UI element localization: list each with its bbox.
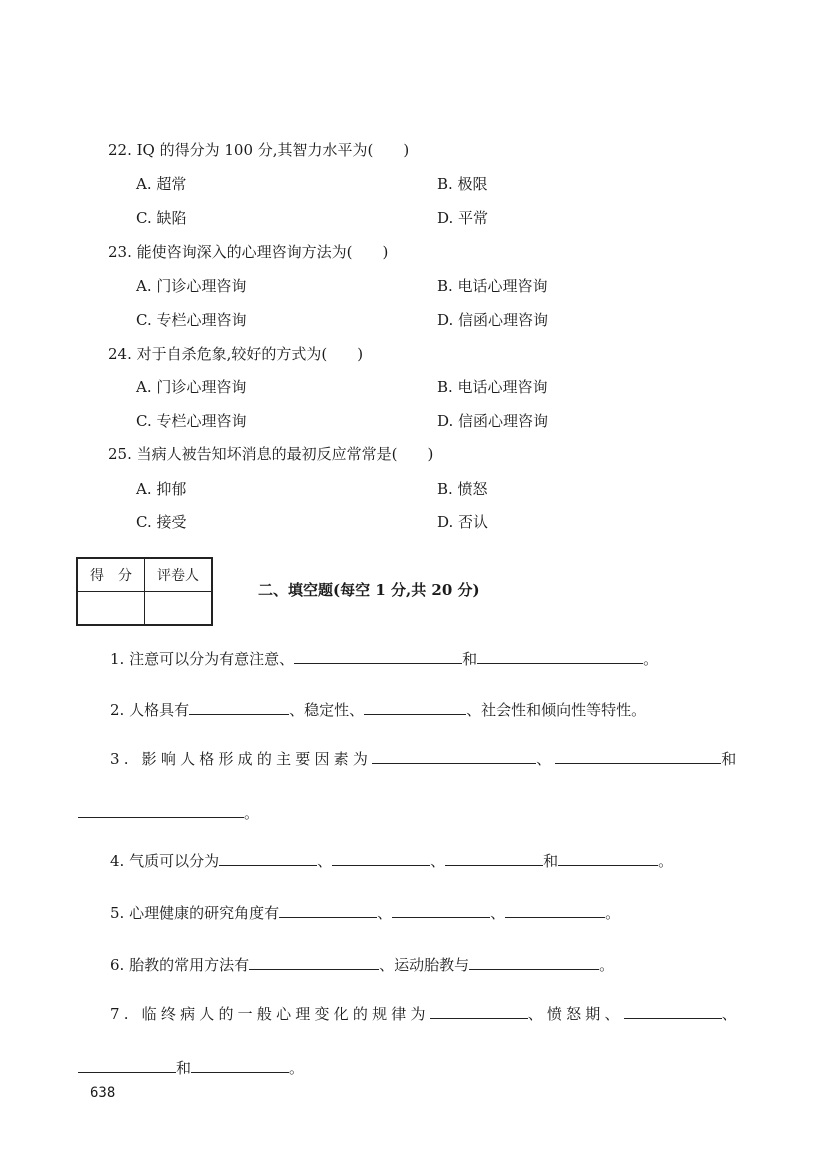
fill-5-text-d: 。 bbox=[605, 904, 621, 922]
answer-blank[interactable] bbox=[392, 903, 490, 918]
question-22-option-c: C. 缺陷 bbox=[136, 209, 187, 227]
fill-7-text-d: 和 bbox=[176, 1059, 192, 1077]
fill-2-text-a: 2. 人格具有 bbox=[110, 701, 190, 719]
answer-blank[interactable] bbox=[294, 649, 462, 664]
section-title: 二、填空题(每空 1 分,共 20 分) bbox=[258, 581, 480, 599]
question-24-option-a: A. 门诊心理咨询 bbox=[136, 378, 247, 396]
question-22-option-b: B. 极限 bbox=[437, 175, 488, 193]
fill-5-text-b: 、 bbox=[377, 904, 393, 922]
score-cell bbox=[77, 592, 145, 626]
fill-item-2 bbox=[110, 700, 646, 720]
question-25-option-b: B. 愤怒 bbox=[437, 480, 488, 498]
answer-blank[interactable] bbox=[279, 903, 377, 918]
question-23-option-d: D. 信函心理咨询 bbox=[437, 311, 549, 329]
fill-6-text-a: 6. 胎教的常用方法有 bbox=[110, 956, 250, 974]
fill-item-6 bbox=[110, 955, 614, 975]
fill-6-text-c: 。 bbox=[599, 956, 615, 974]
answer-blank[interactable] bbox=[332, 851, 430, 866]
answer-blank[interactable] bbox=[430, 1004, 528, 1019]
fill-item-3 bbox=[110, 749, 741, 769]
fill-3-text-c: 和 bbox=[721, 750, 741, 768]
grader-cell bbox=[145, 592, 213, 626]
fill-item-4 bbox=[110, 851, 673, 871]
question-25-option-c: C. 接受 bbox=[136, 513, 187, 531]
answer-blank[interactable] bbox=[505, 903, 605, 918]
question-23-option-b: B. 电话心理咨询 bbox=[437, 277, 548, 295]
page-number: 638 bbox=[90, 1085, 116, 1101]
fill-item-3-continued bbox=[78, 803, 259, 823]
question-24-option-d: D. 信函心理咨询 bbox=[437, 412, 549, 430]
fill-1-text-a: 1. 注意可以分为有意注意、 bbox=[110, 650, 295, 668]
fill-item-7 bbox=[110, 1004, 741, 1024]
question-25-stem: 25. 当病人被告知坏消息的最初反应常常是( ) bbox=[108, 445, 434, 463]
question-24-option-b: B. 电话心理咨询 bbox=[437, 378, 548, 396]
fill-3-text-a: 3. 影响人格形成的主要因素为 bbox=[110, 750, 373, 768]
fill-item-5 bbox=[110, 903, 620, 923]
question-22-stem: 22. IQ 的得分为 100 分,其智力水平为( ) bbox=[108, 141, 410, 159]
question-22-option-a: A. 超常 bbox=[136, 175, 187, 193]
fill-3-text-d: 。 bbox=[244, 804, 260, 822]
score-label: 得 分 bbox=[77, 558, 145, 592]
answer-blank[interactable] bbox=[477, 649, 643, 664]
answer-blank[interactable] bbox=[189, 700, 289, 715]
question-24-stem: 24. 对于自杀危象,较好的方式为( ) bbox=[108, 345, 364, 363]
fill-4-text-c: 、 bbox=[430, 852, 446, 870]
fill-7-text-c: 、 bbox=[721, 1005, 741, 1023]
fill-7-text-e: 。 bbox=[289, 1059, 305, 1077]
question-24-option-c: C. 专栏心理咨询 bbox=[136, 412, 247, 430]
fill-5-text-a: 5. 心理健康的研究角度有 bbox=[110, 904, 280, 922]
question-23-option-c: C. 专栏心理咨询 bbox=[136, 311, 247, 329]
answer-blank[interactable] bbox=[191, 1058, 289, 1073]
question-22-option-d: D. 平常 bbox=[437, 209, 489, 227]
answer-blank[interactable] bbox=[445, 851, 543, 866]
fill-2-text-b: 、稳定性、 bbox=[289, 701, 365, 719]
grader-label: 评卷人 bbox=[145, 558, 213, 592]
fill-4-text-e: 。 bbox=[658, 852, 674, 870]
fill-7-text-b: 、愤怒期、 bbox=[527, 1005, 624, 1023]
fill-1-text-c: 。 bbox=[643, 650, 659, 668]
question-25-option-a: A. 抑郁 bbox=[136, 480, 187, 498]
fill-4-text-a: 4. 气质可以分为 bbox=[110, 852, 220, 870]
fill-3-text-b: 、 bbox=[536, 750, 556, 768]
answer-blank[interactable] bbox=[78, 1058, 176, 1073]
fill-4-text-d: 和 bbox=[543, 852, 559, 870]
answer-blank[interactable] bbox=[558, 851, 658, 866]
fill-1-text-b: 和 bbox=[462, 650, 478, 668]
fill-4-text-b: 、 bbox=[317, 852, 333, 870]
answer-blank[interactable] bbox=[372, 749, 536, 764]
answer-blank[interactable] bbox=[219, 851, 317, 866]
answer-blank[interactable] bbox=[249, 955, 379, 970]
fill-item-7-continued bbox=[78, 1058, 304, 1078]
question-23-option-a: A. 门诊心理咨询 bbox=[136, 277, 247, 295]
score-box bbox=[76, 557, 213, 626]
fill-5-text-c: 、 bbox=[490, 904, 506, 922]
answer-blank[interactable] bbox=[78, 803, 244, 818]
answer-blank[interactable] bbox=[364, 700, 466, 715]
question-25-option-d: D. 否认 bbox=[437, 513, 489, 531]
fill-2-text-c: 、社会性和倾向性等特性。 bbox=[466, 701, 647, 719]
fill-6-text-b: 、运动胎教与 bbox=[379, 956, 470, 974]
answer-blank[interactable] bbox=[624, 1004, 722, 1019]
question-23-stem: 23. 能使咨询深入的心理咨询方法为( ) bbox=[108, 243, 389, 261]
answer-blank[interactable] bbox=[469, 955, 599, 970]
answer-blank[interactable] bbox=[555, 749, 721, 764]
fill-item-1 bbox=[110, 649, 658, 669]
fill-7-text-a: 7. 临终病人的一般心理变化的规律为 bbox=[110, 1005, 430, 1023]
